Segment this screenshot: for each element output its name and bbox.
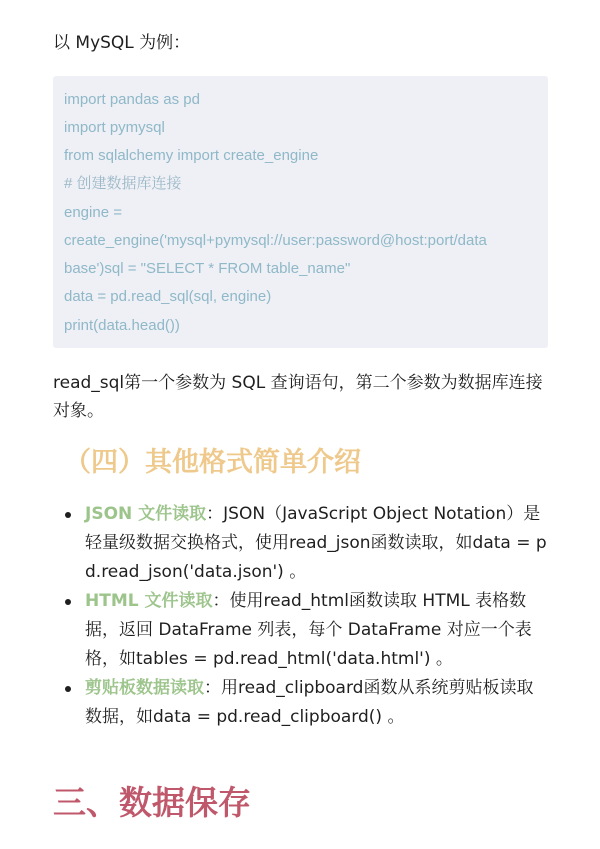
code-line: engine = [64,204,122,221]
code-line: data = pd.read_sql(sql, engine) [64,288,272,305]
list-item-term: HTML 文件读取 [85,591,213,611]
code-line: print(data.head()) [64,317,180,334]
code-line: from sqlalchemy import create_engine [64,147,319,164]
list-item-text: ：JSON（JavaScript Object Notation）是轻量级数据交换格式，使用read_json函数读取，如data = pd.read_json('data.json') 。 [85,504,547,582]
code-line: import pymysql [64,119,165,136]
intro-text: 以 MySQL 为例： [53,33,191,53]
code-block [53,76,548,348]
bullet-dot-icon [65,599,71,605]
format-list [53,500,548,732]
list-item-term: 剪贴板数据读取 [85,678,204,698]
chapter-heading: 三、数据保存 [53,783,251,822]
list-item-html [53,587,548,674]
list-item-json [53,500,548,587]
code-line: import pandas as pd [64,91,200,108]
read-sql-description: read_sql第一个参数为 SQL 查询语句，第二个参数为数据库连接对象。 [53,373,543,421]
list-item-term: JSON 文件读取 [85,504,207,524]
list-item-text: ：用read_clipboard函数从系统剪贴板读取数据，如data = pd.read_clipboard() 。 [85,678,534,727]
bullet-dot-icon [65,512,71,518]
section-heading: （四）其他格式简单介绍 [64,447,361,478]
code-line: create_engine('mysql+pymysql://user:password@host:port/data [64,232,487,249]
code-comment-line: # 创建数据库连接 [64,175,182,192]
bullet-dot-icon [65,686,71,692]
list-item-text: ：使用read_html函数读取 HTML 表格数据，返回 DataFrame 列表，每个 DataFrame 对应一个表格，如tables = pd.read_html('data.html') 。 [85,591,532,669]
code-line: base')sql = "SELECT * FROM table_name" [64,260,351,277]
list-item-clipboard [53,674,548,732]
